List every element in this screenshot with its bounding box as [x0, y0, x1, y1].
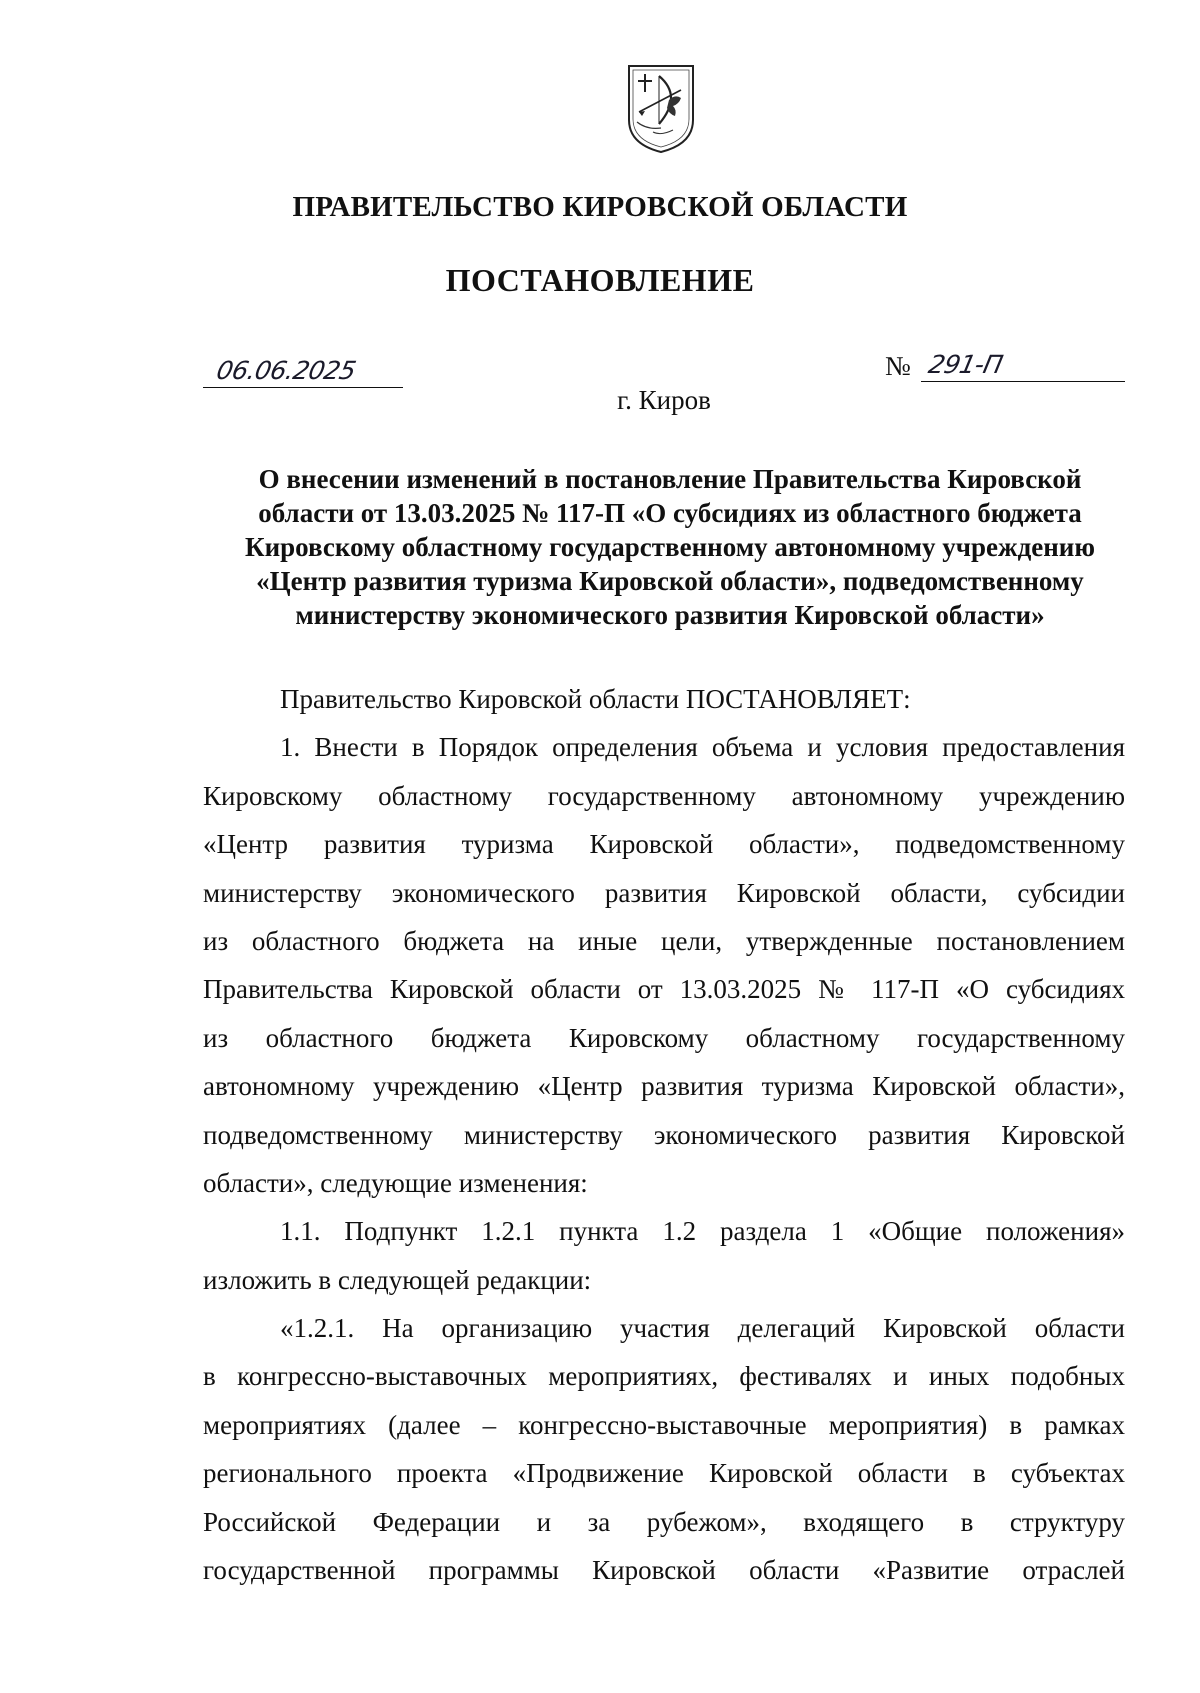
document-type-title: ПОСТАНОВЛЕНИЕ [445, 262, 755, 298]
subject-line: О внесении изменений в постановление Правительства Кировской [258, 464, 1082, 494]
handwritten-date: 06.06.2025 [213, 356, 359, 385]
body-line: «Центр развития туризма Кировской области», подведомственному [203, 829, 1125, 860]
document-number-field [885, 350, 1125, 382]
body-line: регионального проекта «Продвижение Кировской области в субъектах [203, 1458, 1125, 1489]
body-line: «1.2.1. На организацию участия делегаций Кировской области [280, 1313, 1125, 1344]
body-line: в конгрессно-выставочных мероприятиях, фестивалях и иных подобных [203, 1361, 1125, 1392]
subject-line: Кировскому областному государственному автономному учреждению [245, 532, 1095, 562]
city-line: г. Киров [617, 385, 711, 415]
body-line: Правительство Кировской области ПОСТАНОВЛЯЕТ: [280, 684, 911, 714]
body-line: из областного бюджета на иные цели, утвержденные постановлением [203, 925, 1125, 956]
number-underline [921, 349, 1125, 382]
document-subject [200, 462, 1140, 632]
body-line: мероприятиях (далее – конгрессно-выставочные мероприятия) в рамках [203, 1409, 1125, 1440]
body-line: 1. Внести в Порядок определения объема и условия предоставления [280, 732, 1125, 763]
document-body [203, 675, 1125, 1594]
body-line: изложить в следующей редакции: [203, 1264, 592, 1295]
date-field [203, 355, 403, 388]
handwritten-number: 291-П [925, 350, 1006, 379]
body-line: подведомственному министерству экономического развития Кировской [203, 1119, 1125, 1150]
organization-title: ПРАВИТЕЛЬСТВО КИРОВСКОЙ ОБЛАСТИ [292, 191, 908, 223]
subject-line: «Центр развития туризма Кировской области», подведомственному [256, 566, 1084, 596]
body-line: Российской Федерации и за рубежом», входящего в структуру [203, 1506, 1125, 1537]
subject-line: министерству экономического развития Кировской области» [295, 600, 1045, 630]
body-line: министерству экономического развития Кировской области, субсидии [203, 877, 1125, 908]
body-line: области», следующие изменения: [203, 1167, 588, 1198]
number-sign: № [885, 351, 911, 381]
subject-line: области от 13.03.2025 № 117-П «О субсидиях из областного бюджета [258, 498, 1082, 528]
body-line: Правительства Кировской области от 13.03.2025 № 117-П «О субсидиях [203, 974, 1125, 1005]
body-line: автономному учреждению «Центр развития туризма Кировской области», [203, 1071, 1125, 1102]
body-line: из областного бюджета Кировскому областному государственному [203, 1022, 1125, 1053]
body-line: Кировскому областному государственному автономному учреждению [203, 780, 1125, 811]
body-line: 1.1. Подпункт 1.2.1 пункта 1.2 раздела 1 «Общие положения» [280, 1216, 1125, 1247]
body-line: государственной программы Кировской области «Развитие отраслей [203, 1555, 1125, 1586]
coat-of-arms-icon [625, 62, 697, 156]
